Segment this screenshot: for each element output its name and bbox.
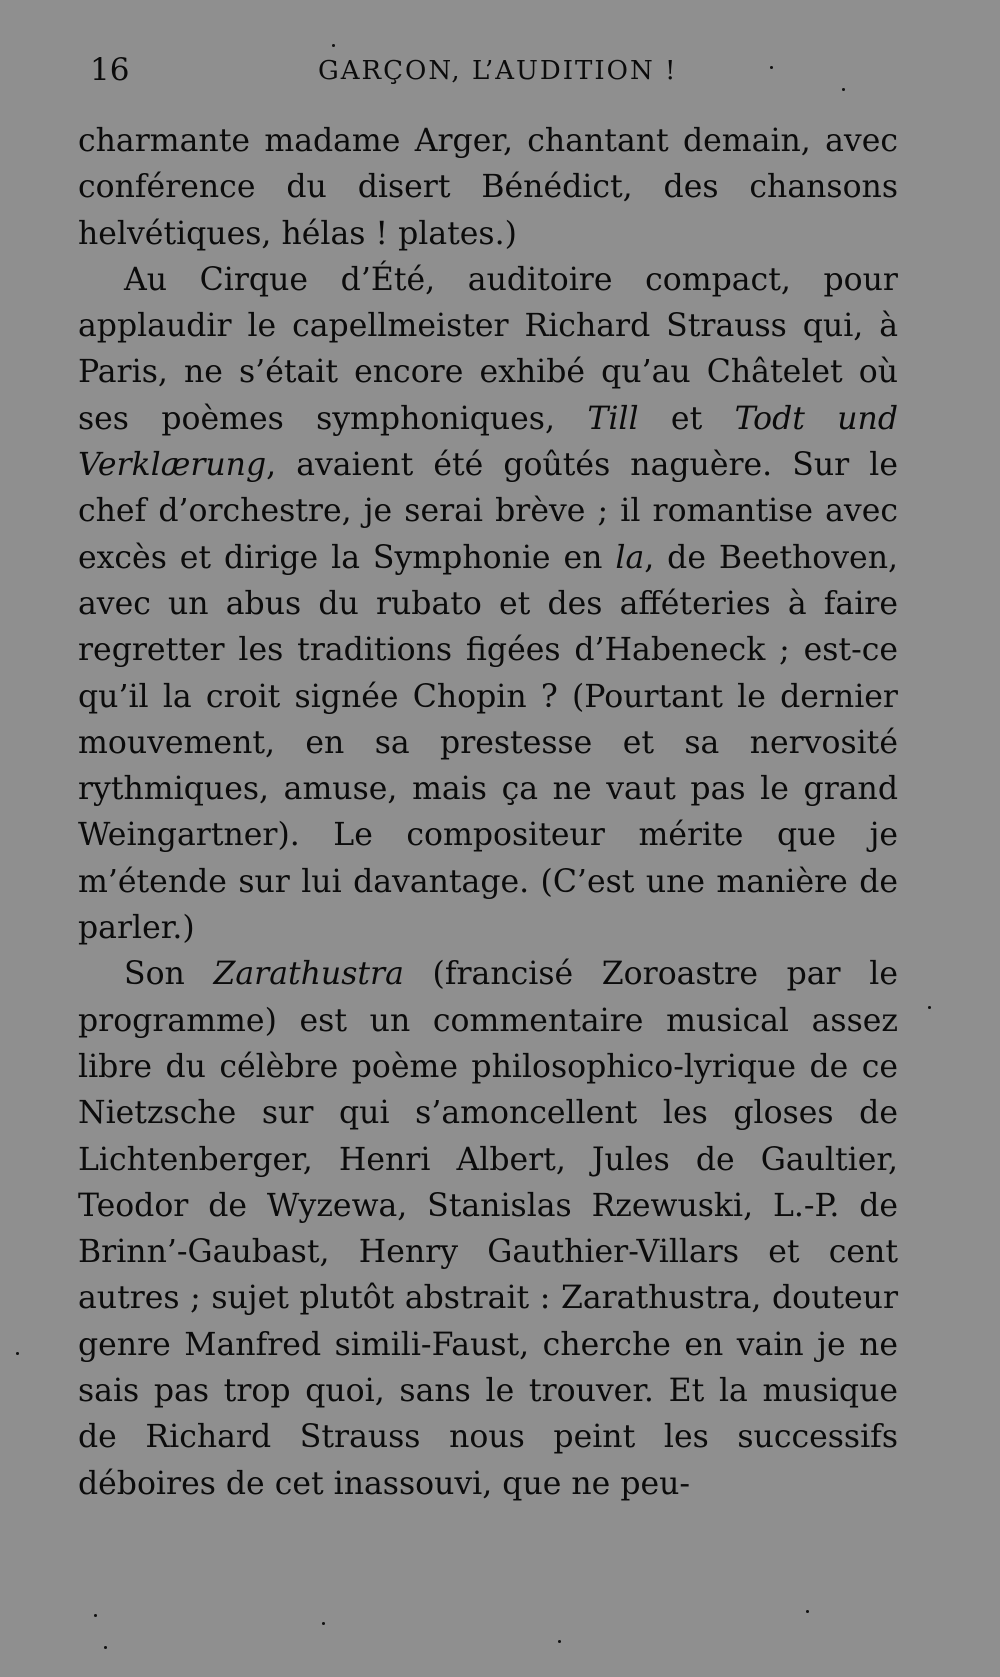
print-speck: [94, 1614, 97, 1617]
print-speck: [558, 1640, 561, 1643]
text-run: Son: [124, 956, 214, 993]
italic-title-zarathustra: Zarathustra: [213, 956, 404, 993]
print-speck: [104, 1646, 107, 1649]
text-run: , de Beethoven, avec un abus du rubato et des afféteries à faire regretter les traditions figées d’Habeneck ; est-ce qu’il la croit signée Chopin ? (Pourtant le dernier mouvement, en sa prestesse et sa nervosité rythmiques, amuse, mais ça ne vaut pas le grand Weingartner). Le compositeur mérite que je m’étende sur lui davantage. (C’est une manière de parler.): [78, 539, 898, 947]
paragraph-cirque: [78, 257, 898, 951]
page-header: [90, 52, 910, 98]
italic-title-todt: Todt und Verklærung: [78, 400, 899, 484]
print-speck: [770, 66, 773, 69]
text-run: (francisé Zoroastre par le programme) est un commentaire musical assez libre du célèbre poème philosophico-lyrique de ce Nietzsche sur qui s’amoncellent les gloses de Lichtenberger, Henri Albert, Jules de Gaultier, Teodor de Wyzewa, Stanislas Rzewuski, L.-P. de Brinn’-Gaubast, Henry Gauthier-Villars et cent autres ; sujet plutôt abstrait : Zarathustra, douteur genre Manfred simili-Faust, cherche en vain je ne sais pas trop quoi, sans le trouver. Et la musique de Richard Strauss nous peint les successifs déboires de cet inassouvi, que ne peu-: [78, 956, 898, 1502]
italic-title-till: Till: [587, 400, 639, 437]
print-speck: [806, 1610, 809, 1613]
paragraph-zarathustra: [78, 951, 898, 1507]
print-speck: [322, 1622, 325, 1625]
text-run: et: [638, 400, 735, 437]
print-speck: [16, 1352, 19, 1355]
page-number: 16: [90, 52, 130, 88]
text-run: , avaient été goûtés naguère. Sur le chef d’orchestre, je serai brève ; il romantise avec excès et dirige la Symphonie en: [78, 447, 898, 576]
running-title: GARÇON, L’AUDITION !: [318, 56, 678, 86]
print-speck: [842, 88, 845, 91]
print-speck: [928, 1006, 931, 1009]
text-run: Au Cirque d’Été, auditoire compact, pour applaudir le capellmeister Richard Strauss qui, à Paris, ne s’était encore exhibé qu’au Châtelet où ses poèmes symphoniques,: [78, 261, 898, 437]
body-text: [78, 118, 898, 1507]
italic-key-la: la: [615, 539, 645, 576]
paragraph-continuation: charmante madame Arger, chantant demain, avec conférence du disert Bénédict, des chansons helvétiques, hélas ! plates.): [78, 123, 898, 252]
print-speck: [332, 44, 335, 47]
